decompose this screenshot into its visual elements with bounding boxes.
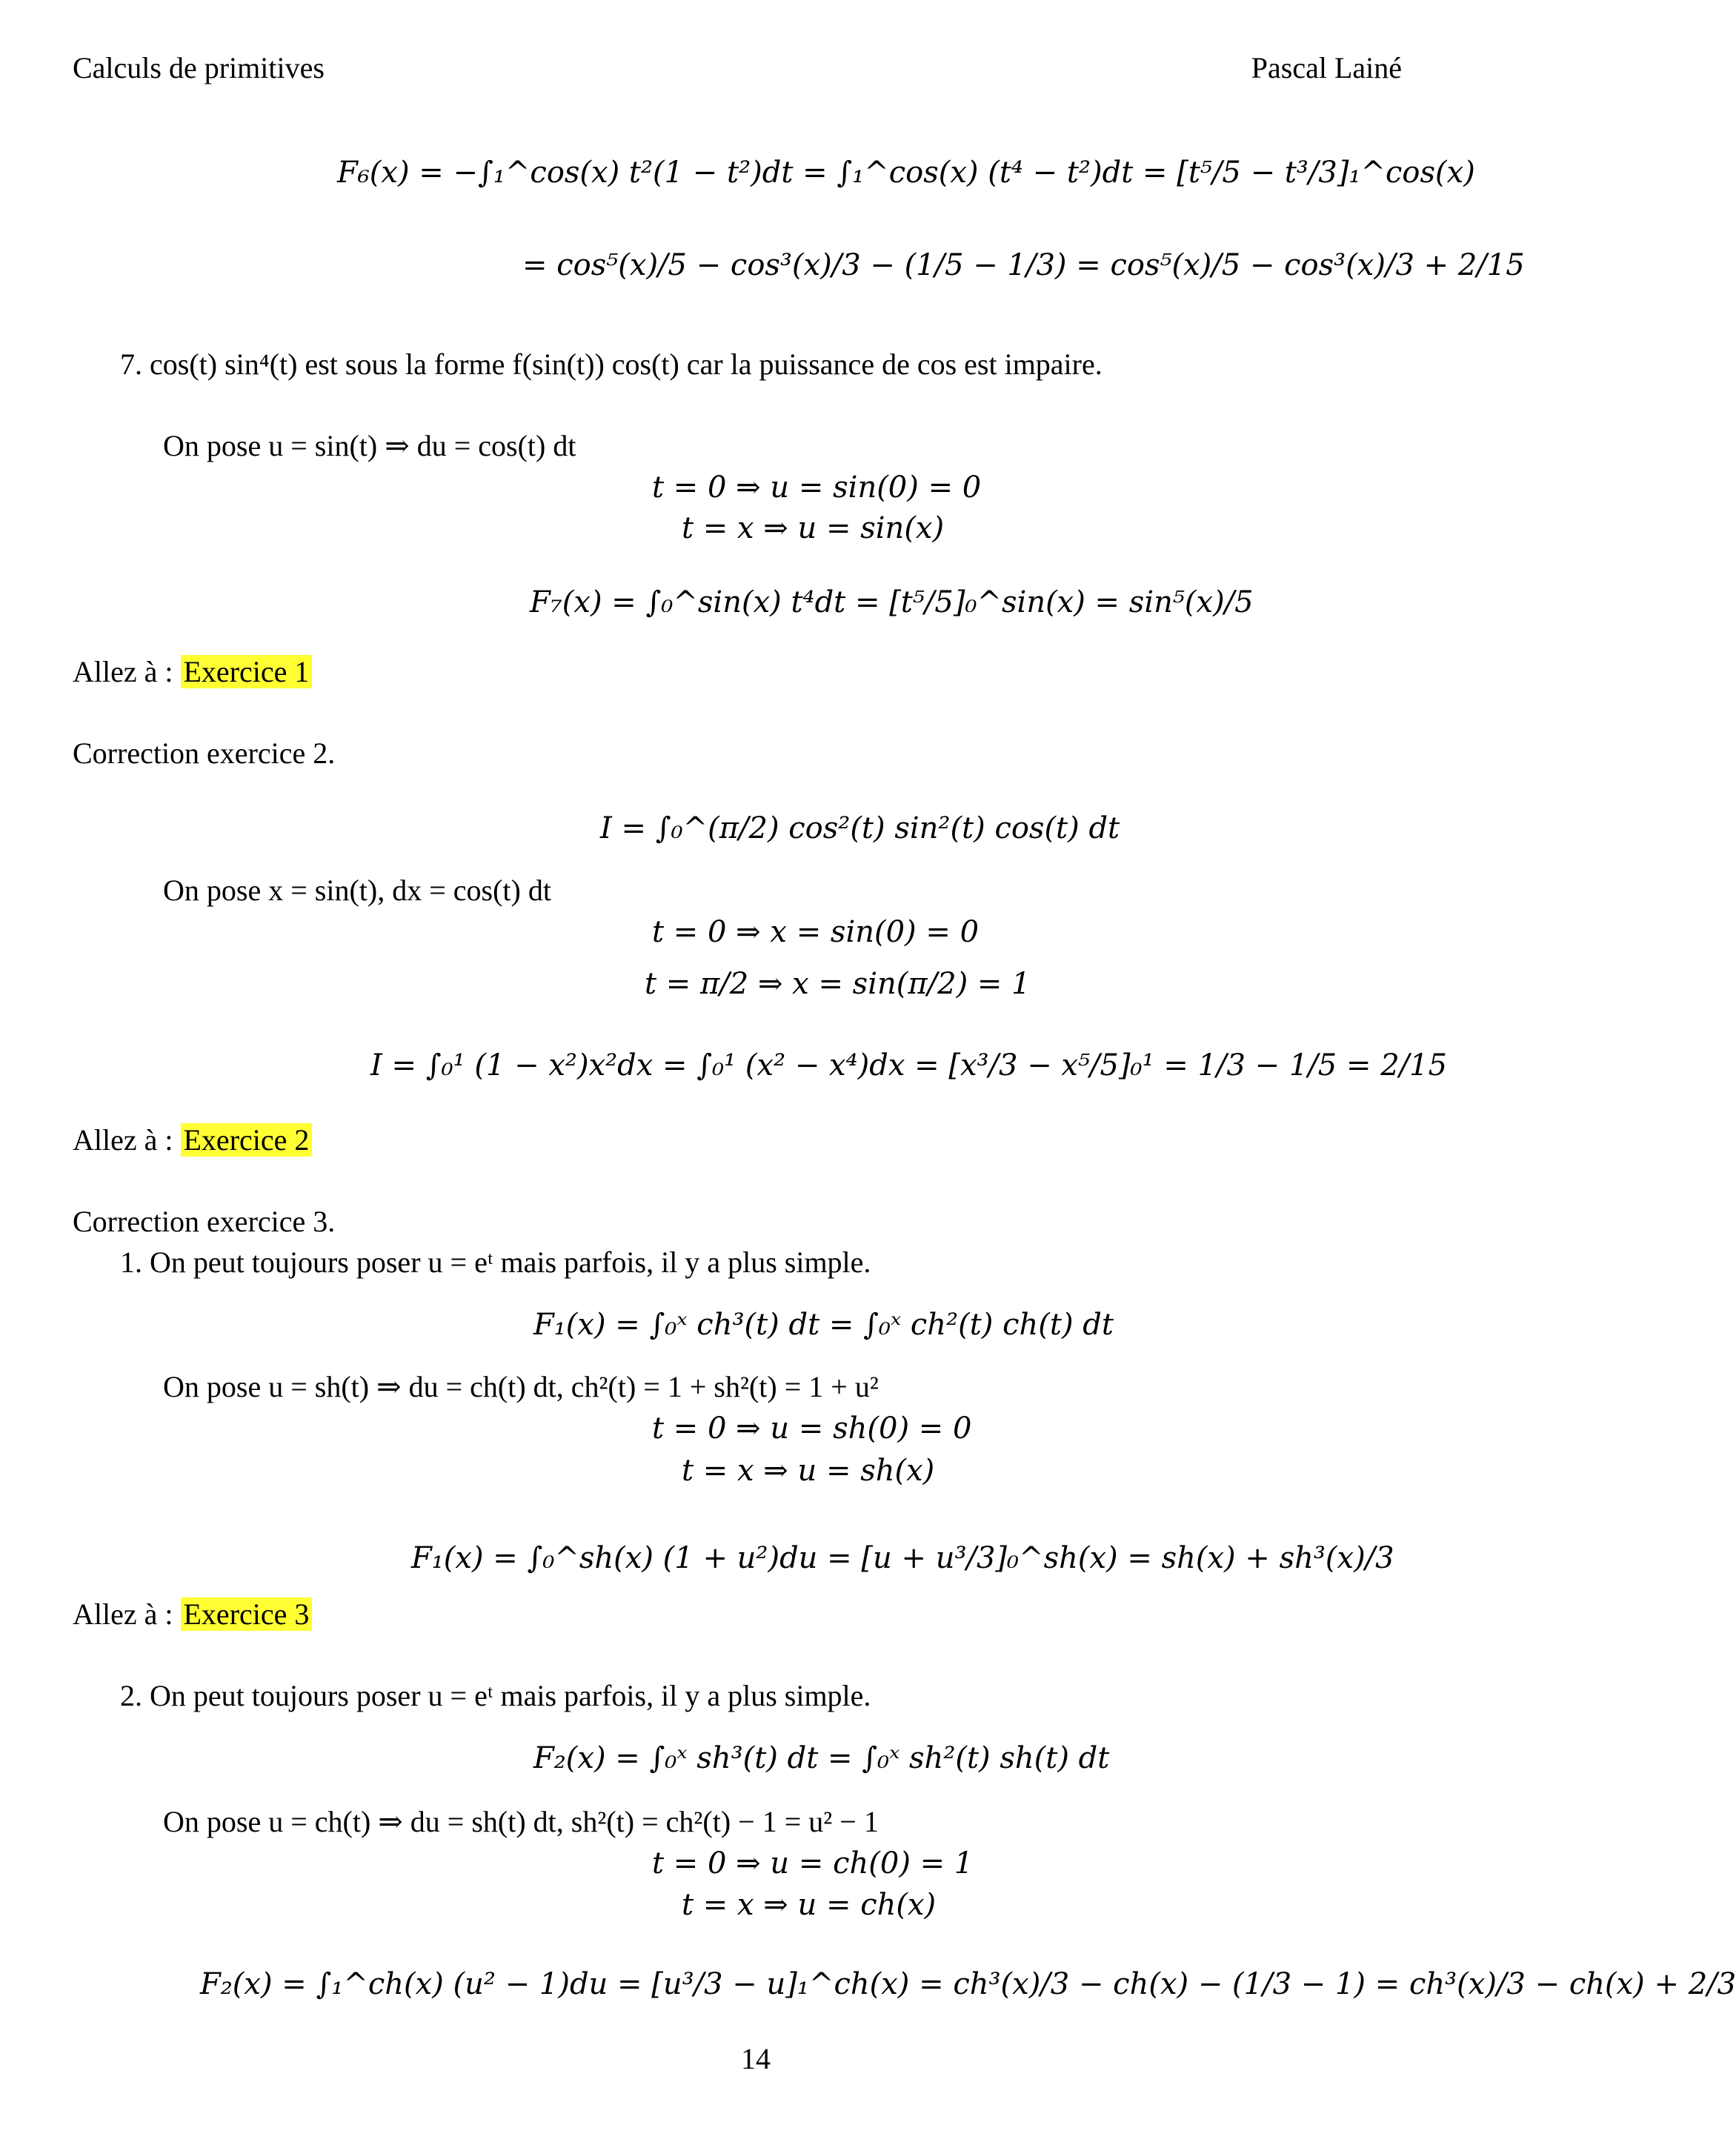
item-2: 2. On peut toujours poser u = eᵗ mais parfois, il y a plus simple. <box>120 1679 871 1712</box>
goto-label: Allez à : <box>73 1597 173 1631</box>
f2-calculation: F₂(x) = ∫₁^ch(x) (u² − 1)du = [u³/3 − u]₁^ch(x) = ch³(x)/3 − ch(x) − (1/3 − 1) = ch³(x)/3 − ch(x) + 2/3 <box>200 1967 1736 2001</box>
item-1: 1. On peut toujours poser u = eᵗ mais parfois, il y a plus simple. <box>120 1246 871 1279</box>
page-number: 14 <box>741 2042 771 2075</box>
substitution-3: On pose u = sh(t) ⇒ du = ch(t) dt, ch²(t) = 1 + sh²(t) = 1 + u² <box>163 1370 879 1403</box>
correction-2-heading: Correction exercice 2. <box>73 736 336 770</box>
f2-definition: F₂(x) = ∫₀ˣ sh³(t) dt = ∫₀ˣ sh²(t) sh(t) dt <box>533 1741 1110 1775</box>
bound-3a: t = 0 ⇒ u = sh(0) = 0 <box>652 1411 972 1446</box>
f1-definition: F₁(x) = ∫₀ˣ ch³(t) dt = ∫₀ˣ ch²(t) ch(t) dt <box>533 1308 1114 1342</box>
integral-I-calculation: I = ∫₀¹ (1 − x²)x²dx = ∫₀¹ (x² − x⁴)dx = [x³/3 − x⁵/5]₀¹ = 1/3 − 1/5 = 2/15 <box>370 1048 1448 1083</box>
header-right: Pascal Lainé <box>1251 51 1402 84</box>
bound-4b: t = x ⇒ u = ch(x) <box>682 1888 937 1922</box>
link-exercice-3[interactable]: Exercice 3 <box>181 1597 313 1631</box>
f6-equation-line-1: F₆(x) = −∫₁^cos(x) t²(1 − t²)dt = ∫₁^cos(x) (t⁴ − t²)dt = [t⁵/5 − t³/3]₁^cos(x) <box>337 156 1475 190</box>
link-exercice-2[interactable]: Exercice 2 <box>181 1123 313 1157</box>
goto-2 <box>73 1123 312 1157</box>
correction-3-heading: Correction exercice 3. <box>73 1205 336 1238</box>
substitution-4: On pose u = ch(t) ⇒ du = sh(t) dt, sh²(t) = ch²(t) − 1 = u² − 1 <box>163 1805 879 1838</box>
substitution-7: On pose u = sin(t) ⇒ du = cos(t) dt <box>163 429 576 462</box>
goto-label: Allez à : <box>73 1123 173 1157</box>
substitution-2: On pose x = sin(t), dx = cos(t) dt <box>163 874 551 907</box>
goto-label: Allez à : <box>73 655 173 688</box>
f7-equation: F₇(x) = ∫₀^sin(x) t⁴dt = [t⁵/5]₀^sin(x) = sin⁵(x)/5 <box>530 585 1254 619</box>
link-exercice-1[interactable]: Exercice 1 <box>181 655 313 688</box>
item-7: 7. cos(t) sin⁴(t) est sous la forme f(sin(t)) cos(t) car la puissance de cos est impaire. <box>120 347 1103 381</box>
integral-I-definition: I = ∫₀^(π/2) cos²(t) sin²(t) cos(t) dt <box>600 811 1120 845</box>
header-left: Calculs de primitives <box>73 51 325 84</box>
bound-4a: t = 0 ⇒ u = ch(0) = 1 <box>652 1846 974 1880</box>
goto-1 <box>73 654 312 689</box>
bound-7b: t = x ⇒ u = sin(x) <box>682 511 945 545</box>
goto-3 <box>73 1597 312 1632</box>
bound-2b: t = π/2 ⇒ x = sin(π/2) = 1 <box>645 967 1031 1001</box>
bound-3b: t = x ⇒ u = sh(x) <box>682 1454 935 1488</box>
f1-calculation: F₁(x) = ∫₀^sh(x) (1 + u²)du = [u + u³/3]₀^sh(x) = sh(x) + sh³(x)/3 <box>411 1541 1394 1575</box>
bound-2a: t = 0 ⇒ x = sin(0) = 0 <box>652 915 980 949</box>
bound-7a: t = 0 ⇒ u = sin(0) = 0 <box>652 470 982 505</box>
f6-equation-line-2: = cos⁵(x)/5 − cos³(x)/3 − (1/5 − 1/3) = cos⁵(x)/5 − cos³(x)/3 + 2/15 <box>522 248 1525 282</box>
